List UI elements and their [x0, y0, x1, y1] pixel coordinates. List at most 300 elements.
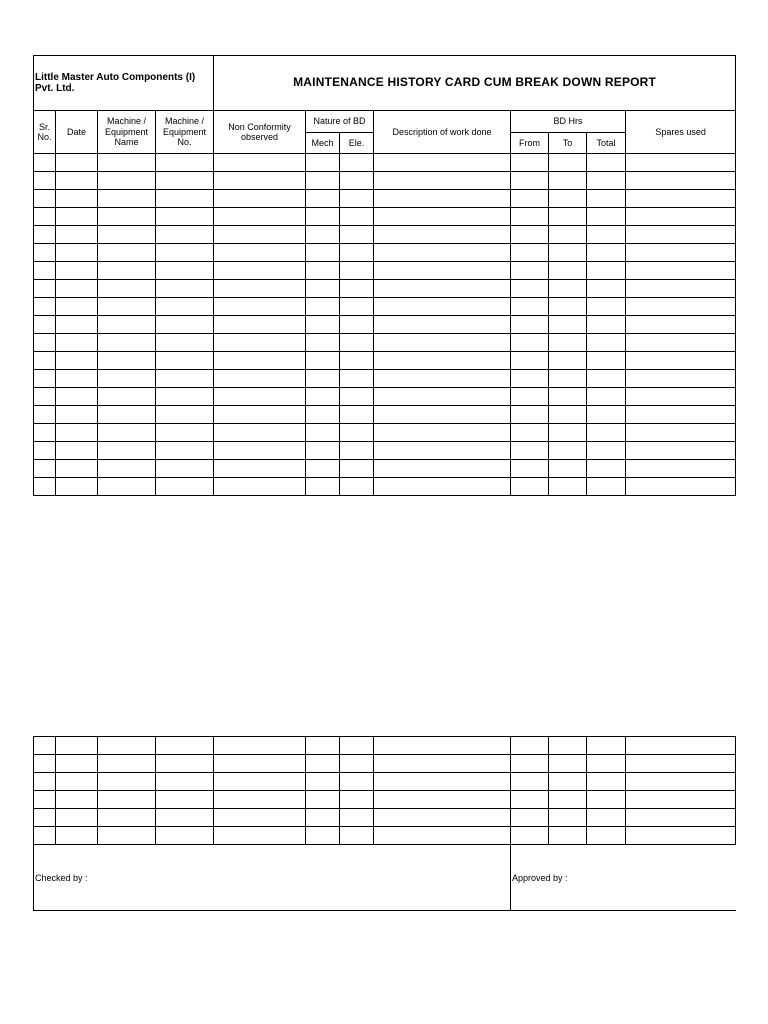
table-cell[interactable] [56, 244, 98, 262]
table-cell[interactable] [374, 262, 511, 280]
table-cell[interactable] [34, 190, 56, 208]
table-cell[interactable] [587, 478, 626, 496]
table-cell[interactable] [626, 388, 736, 406]
table-cell[interactable] [306, 334, 340, 352]
table-cell[interactable] [374, 791, 511, 809]
table-cell[interactable] [98, 737, 156, 755]
table-cell[interactable] [56, 298, 98, 316]
table-cell[interactable] [549, 262, 587, 280]
table-cell[interactable] [214, 280, 306, 298]
table-cell[interactable] [549, 190, 587, 208]
table-cell[interactable] [34, 755, 56, 773]
table-cell[interactable] [549, 773, 587, 791]
table-cell[interactable] [549, 827, 587, 845]
table-cell[interactable] [214, 316, 306, 334]
table-cell[interactable] [34, 280, 56, 298]
table-cell[interactable] [98, 827, 156, 845]
table-cell[interactable] [34, 154, 56, 172]
table-cell[interactable] [56, 406, 98, 424]
table-cell[interactable] [511, 773, 549, 791]
table-cell[interactable] [340, 352, 374, 370]
table-cell[interactable] [626, 316, 736, 334]
table-cell[interactable] [587, 755, 626, 773]
table-cell[interactable] [374, 406, 511, 424]
table-cell[interactable] [34, 208, 56, 226]
table-cell[interactable] [587, 827, 626, 845]
table-cell[interactable] [306, 208, 340, 226]
table-cell[interactable] [156, 791, 214, 809]
table-cell[interactable] [214, 424, 306, 442]
table-cell[interactable] [156, 370, 214, 388]
table-cell[interactable] [98, 244, 156, 262]
table-cell[interactable] [549, 737, 587, 755]
table-cell[interactable] [56, 791, 98, 809]
table-cell[interactable] [549, 226, 587, 244]
table-cell[interactable] [340, 406, 374, 424]
table-cell[interactable] [306, 478, 340, 496]
table-cell[interactable] [56, 262, 98, 280]
table-cell[interactable] [374, 424, 511, 442]
table-cell[interactable] [587, 442, 626, 460]
table-cell[interactable] [306, 352, 340, 370]
table-cell[interactable] [374, 208, 511, 226]
table-cell[interactable] [587, 226, 626, 244]
table-cell[interactable] [511, 244, 549, 262]
table-cell[interactable] [549, 316, 587, 334]
table-cell[interactable] [511, 370, 549, 388]
table-cell[interactable] [626, 226, 736, 244]
table-cell[interactable] [214, 154, 306, 172]
table-cell[interactable] [587, 334, 626, 352]
table-cell[interactable] [98, 370, 156, 388]
table-cell[interactable] [340, 737, 374, 755]
table-cell[interactable] [374, 280, 511, 298]
table-cell[interactable] [98, 262, 156, 280]
table-cell[interactable] [56, 460, 98, 478]
table-cell[interactable] [56, 172, 98, 190]
table-cell[interactable] [156, 424, 214, 442]
checked-by-label[interactable]: Checked by : [34, 845, 511, 911]
table-cell[interactable] [626, 190, 736, 208]
table-cell[interactable] [98, 460, 156, 478]
table-cell[interactable] [511, 352, 549, 370]
table-cell[interactable] [56, 809, 98, 827]
table-cell[interactable] [340, 280, 374, 298]
table-cell[interactable] [626, 442, 736, 460]
table-cell[interactable] [34, 316, 56, 334]
table-cell[interactable] [156, 316, 214, 334]
table-cell[interactable] [98, 809, 156, 827]
table-cell[interactable] [587, 809, 626, 827]
table-cell[interactable] [306, 424, 340, 442]
table-cell[interactable] [214, 262, 306, 280]
table-cell[interactable] [511, 827, 549, 845]
table-cell[interactable] [626, 773, 736, 791]
table-cell[interactable] [56, 352, 98, 370]
table-cell[interactable] [626, 406, 736, 424]
table-cell[interactable] [587, 154, 626, 172]
table-cell[interactable] [98, 442, 156, 460]
table-cell[interactable] [549, 208, 587, 226]
approved-by-label[interactable]: Approved by : [511, 845, 736, 911]
table-cell[interactable] [98, 755, 156, 773]
table-cell[interactable] [56, 316, 98, 334]
table-cell[interactable] [56, 424, 98, 442]
table-cell[interactable] [156, 478, 214, 496]
table-cell[interactable] [306, 791, 340, 809]
table-cell[interactable] [306, 190, 340, 208]
table-cell[interactable] [98, 172, 156, 190]
table-cell[interactable] [374, 352, 511, 370]
table-cell[interactable] [306, 244, 340, 262]
table-cell[interactable] [626, 478, 736, 496]
table-cell[interactable] [214, 442, 306, 460]
table-cell[interactable] [374, 172, 511, 190]
table-cell[interactable] [374, 244, 511, 262]
table-cell[interactable] [587, 190, 626, 208]
table-cell[interactable] [214, 334, 306, 352]
table-cell[interactable] [214, 827, 306, 845]
table-cell[interactable] [56, 154, 98, 172]
table-cell[interactable] [98, 334, 156, 352]
table-cell[interactable] [340, 442, 374, 460]
table-cell[interactable] [511, 406, 549, 424]
table-cell[interactable] [374, 809, 511, 827]
table-cell[interactable] [214, 370, 306, 388]
table-cell[interactable] [587, 370, 626, 388]
table-cell[interactable] [34, 226, 56, 244]
table-cell[interactable] [306, 827, 340, 845]
table-cell[interactable] [214, 737, 306, 755]
table-cell[interactable] [374, 442, 511, 460]
table-cell[interactable] [511, 154, 549, 172]
table-cell[interactable] [34, 370, 56, 388]
table-cell[interactable] [374, 827, 511, 845]
table-cell[interactable] [56, 226, 98, 244]
table-cell[interactable] [214, 773, 306, 791]
table-cell[interactable] [56, 442, 98, 460]
table-cell[interactable] [626, 827, 736, 845]
table-cell[interactable] [98, 352, 156, 370]
table-cell[interactable] [626, 352, 736, 370]
table-cell[interactable] [340, 316, 374, 334]
table-cell[interactable] [306, 460, 340, 478]
table-cell[interactable] [374, 154, 511, 172]
table-cell[interactable] [34, 791, 56, 809]
table-cell[interactable] [56, 755, 98, 773]
table-cell[interactable] [56, 370, 98, 388]
table-cell[interactable] [156, 154, 214, 172]
table-cell[interactable] [214, 388, 306, 406]
table-cell[interactable] [214, 809, 306, 827]
table-cell[interactable] [374, 226, 511, 244]
table-cell[interactable] [340, 172, 374, 190]
table-cell[interactable] [306, 388, 340, 406]
table-cell[interactable] [374, 298, 511, 316]
table-cell[interactable] [511, 208, 549, 226]
table-cell[interactable] [98, 478, 156, 496]
table-cell[interactable] [626, 370, 736, 388]
table-cell[interactable] [34, 460, 56, 478]
table-cell[interactable] [549, 352, 587, 370]
table-cell[interactable] [549, 424, 587, 442]
table-cell[interactable] [156, 226, 214, 244]
table-cell[interactable] [626, 280, 736, 298]
table-cell[interactable] [549, 334, 587, 352]
table-cell[interactable] [34, 388, 56, 406]
table-cell[interactable] [214, 406, 306, 424]
table-cell[interactable] [626, 172, 736, 190]
table-cell[interactable] [56, 280, 98, 298]
table-cell[interactable] [214, 172, 306, 190]
table-cell[interactable] [549, 154, 587, 172]
table-cell[interactable] [98, 208, 156, 226]
table-cell[interactable] [549, 280, 587, 298]
table-cell[interactable] [34, 424, 56, 442]
table-cell[interactable] [511, 334, 549, 352]
table-cell[interactable] [56, 334, 98, 352]
table-cell[interactable] [626, 424, 736, 442]
table-cell[interactable] [626, 755, 736, 773]
table-cell[interactable] [511, 190, 549, 208]
table-cell[interactable] [626, 208, 736, 226]
table-cell[interactable] [587, 460, 626, 478]
table-cell[interactable] [511, 737, 549, 755]
table-cell[interactable] [626, 809, 736, 827]
table-cell[interactable] [306, 755, 340, 773]
table-cell[interactable] [587, 737, 626, 755]
table-cell[interactable] [511, 262, 549, 280]
table-cell[interactable] [56, 737, 98, 755]
table-cell[interactable] [56, 208, 98, 226]
table-cell[interactable] [306, 442, 340, 460]
table-cell[interactable] [156, 352, 214, 370]
table-cell[interactable] [626, 334, 736, 352]
table-cell[interactable] [156, 190, 214, 208]
table-cell[interactable] [587, 791, 626, 809]
table-cell[interactable] [626, 298, 736, 316]
table-cell[interactable] [98, 316, 156, 334]
table-cell[interactable] [511, 442, 549, 460]
table-cell[interactable] [98, 406, 156, 424]
table-cell[interactable] [340, 334, 374, 352]
table-cell[interactable] [156, 773, 214, 791]
table-cell[interactable] [549, 388, 587, 406]
table-cell[interactable] [549, 298, 587, 316]
table-cell[interactable] [549, 478, 587, 496]
table-cell[interactable] [626, 244, 736, 262]
table-cell[interactable] [156, 280, 214, 298]
table-cell[interactable] [214, 298, 306, 316]
table-cell[interactable] [98, 791, 156, 809]
table-cell[interactable] [374, 460, 511, 478]
table-cell[interactable] [511, 424, 549, 442]
table-cell[interactable] [549, 809, 587, 827]
table-cell[interactable] [306, 773, 340, 791]
table-cell[interactable] [340, 460, 374, 478]
table-cell[interactable] [156, 298, 214, 316]
table-cell[interactable] [626, 154, 736, 172]
table-cell[interactable] [156, 406, 214, 424]
table-cell[interactable] [156, 827, 214, 845]
table-cell[interactable] [511, 172, 549, 190]
table-cell[interactable] [549, 370, 587, 388]
table-cell[interactable] [56, 388, 98, 406]
table-cell[interactable] [56, 773, 98, 791]
table-cell[interactable] [511, 280, 549, 298]
table-cell[interactable] [156, 244, 214, 262]
table-cell[interactable] [56, 827, 98, 845]
table-cell[interactable] [374, 388, 511, 406]
table-cell[interactable] [156, 172, 214, 190]
table-cell[interactable] [214, 208, 306, 226]
table-cell[interactable] [98, 773, 156, 791]
table-cell[interactable] [511, 755, 549, 773]
table-cell[interactable] [374, 755, 511, 773]
table-cell[interactable] [306, 316, 340, 334]
table-cell[interactable] [374, 478, 511, 496]
table-cell[interactable] [34, 244, 56, 262]
table-cell[interactable] [374, 316, 511, 334]
table-cell[interactable] [34, 172, 56, 190]
table-cell[interactable] [340, 154, 374, 172]
table-cell[interactable] [214, 478, 306, 496]
table-cell[interactable] [374, 370, 511, 388]
table-cell[interactable] [306, 298, 340, 316]
table-cell[interactable] [587, 406, 626, 424]
table-cell[interactable] [340, 791, 374, 809]
table-cell[interactable] [34, 809, 56, 827]
table-cell[interactable] [511, 478, 549, 496]
table-cell[interactable] [340, 388, 374, 406]
table-cell[interactable] [156, 460, 214, 478]
table-cell[interactable] [340, 755, 374, 773]
table-cell[interactable] [340, 478, 374, 496]
table-cell[interactable] [587, 424, 626, 442]
table-cell[interactable] [511, 298, 549, 316]
table-cell[interactable] [306, 154, 340, 172]
table-cell[interactable] [587, 388, 626, 406]
table-cell[interactable] [98, 226, 156, 244]
table-cell[interactable] [340, 370, 374, 388]
table-cell[interactable] [156, 755, 214, 773]
table-cell[interactable] [214, 226, 306, 244]
table-cell[interactable] [374, 190, 511, 208]
table-cell[interactable] [214, 755, 306, 773]
table-cell[interactable] [156, 388, 214, 406]
table-cell[interactable] [511, 388, 549, 406]
table-cell[interactable] [156, 334, 214, 352]
table-cell[interactable] [340, 809, 374, 827]
table-cell[interactable] [549, 406, 587, 424]
table-cell[interactable] [340, 773, 374, 791]
table-cell[interactable] [587, 298, 626, 316]
table-cell[interactable] [306, 262, 340, 280]
table-cell[interactable] [549, 172, 587, 190]
table-cell[interactable] [587, 244, 626, 262]
table-cell[interactable] [511, 226, 549, 244]
table-cell[interactable] [34, 298, 56, 316]
table-cell[interactable] [306, 226, 340, 244]
table-cell[interactable] [340, 298, 374, 316]
table-cell[interactable] [587, 262, 626, 280]
table-cell[interactable] [56, 478, 98, 496]
table-cell[interactable] [98, 190, 156, 208]
table-cell[interactable] [587, 208, 626, 226]
table-cell[interactable] [214, 244, 306, 262]
table-cell[interactable] [340, 262, 374, 280]
table-cell[interactable] [587, 352, 626, 370]
table-cell[interactable] [587, 172, 626, 190]
table-cell[interactable] [340, 190, 374, 208]
table-cell[interactable] [511, 791, 549, 809]
table-cell[interactable] [56, 190, 98, 208]
table-cell[interactable] [156, 442, 214, 460]
table-cell[interactable] [511, 316, 549, 334]
table-cell[interactable] [156, 262, 214, 280]
table-cell[interactable] [340, 226, 374, 244]
table-cell[interactable] [34, 827, 56, 845]
table-cell[interactable] [34, 406, 56, 424]
table-cell[interactable] [587, 773, 626, 791]
table-cell[interactable] [587, 280, 626, 298]
table-cell[interactable] [374, 773, 511, 791]
table-cell[interactable] [306, 737, 340, 755]
table-cell[interactable] [511, 460, 549, 478]
table-cell[interactable] [549, 244, 587, 262]
table-cell[interactable] [306, 172, 340, 190]
table-cell[interactable] [511, 809, 549, 827]
table-cell[interactable] [306, 406, 340, 424]
table-cell[interactable] [587, 316, 626, 334]
table-cell[interactable] [214, 460, 306, 478]
table-cell[interactable] [98, 280, 156, 298]
table-cell[interactable] [306, 809, 340, 827]
table-cell[interactable] [549, 755, 587, 773]
table-cell[interactable] [34, 773, 56, 791]
table-cell[interactable] [549, 442, 587, 460]
table-cell[interactable] [98, 424, 156, 442]
table-cell[interactable] [98, 298, 156, 316]
table-cell[interactable] [340, 827, 374, 845]
table-cell[interactable] [306, 280, 340, 298]
table-cell[interactable] [156, 737, 214, 755]
table-cell[interactable] [156, 809, 214, 827]
table-cell[interactable] [98, 388, 156, 406]
table-cell[interactable] [34, 737, 56, 755]
table-cell[interactable] [626, 262, 736, 280]
table-cell[interactable] [340, 208, 374, 226]
table-cell[interactable] [34, 442, 56, 460]
table-cell[interactable] [340, 244, 374, 262]
table-cell[interactable] [549, 460, 587, 478]
table-cell[interactable] [626, 737, 736, 755]
table-cell[interactable] [626, 460, 736, 478]
table-cell[interactable] [34, 478, 56, 496]
table-cell[interactable] [549, 791, 587, 809]
table-cell[interactable] [214, 352, 306, 370]
table-cell[interactable] [214, 791, 306, 809]
table-cell[interactable] [626, 791, 736, 809]
table-cell[interactable] [34, 262, 56, 280]
table-cell[interactable] [340, 424, 374, 442]
table-cell[interactable] [156, 208, 214, 226]
table-cell[interactable] [374, 334, 511, 352]
table-cell[interactable] [98, 154, 156, 172]
table-cell[interactable] [34, 334, 56, 352]
table-cell[interactable] [214, 190, 306, 208]
table-cell[interactable] [34, 352, 56, 370]
